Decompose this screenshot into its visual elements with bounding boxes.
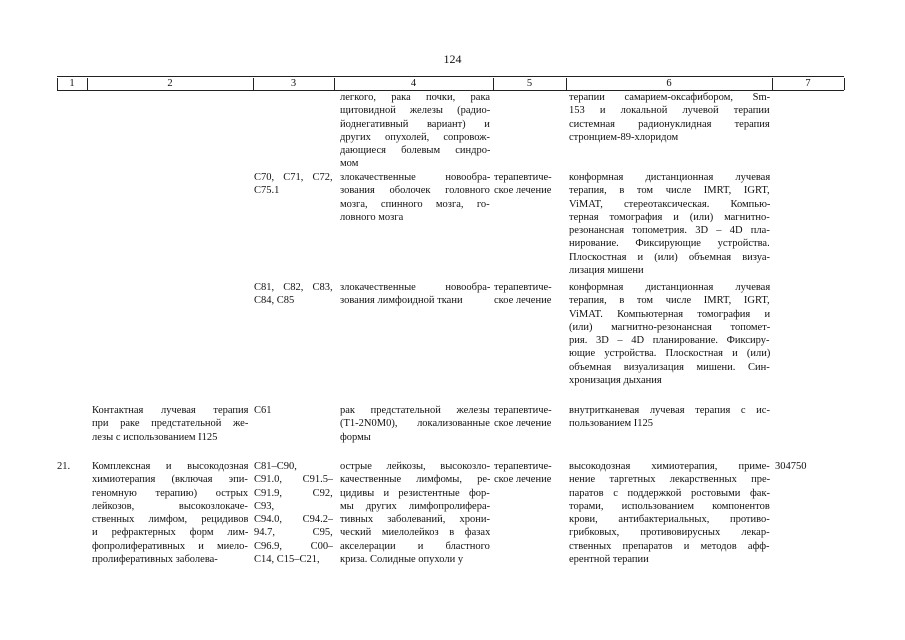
cell-line: нение таргетных лекарственных пре- [569, 474, 770, 486]
cell-line: внутритканевая лучевая терапия с ис- [569, 405, 770, 416]
page-number: 124 [443, 52, 462, 66]
cell-line: ческий миелолейкоз в фазах [340, 527, 490, 539]
cell-line: рия. 3D – 4D планирование. Фиксиру- [569, 335, 770, 347]
cell-line: зования лимфоидной ткани [340, 295, 463, 307]
col-name-cell [92, 460, 248, 566]
cell-line: злокачественные новообра- [340, 172, 490, 183]
col-model-cell [340, 281, 490, 308]
cell-line: ющие устройства. Плоскостная и (или) [569, 348, 770, 360]
cell-line: рак предстательной железы [340, 405, 490, 416]
cell-line: йоднегативный вариант) и [340, 118, 490, 130]
cell-line: ловного мозга [340, 211, 404, 223]
column-header-6: 6 [666, 78, 672, 89]
cell-line: крови, антибактериальных, противо- [569, 514, 770, 526]
cell-line: ерентной терапии [569, 554, 649, 566]
column-separator [844, 78, 845, 90]
column-header-3: 3 [290, 78, 297, 89]
cell-line: при раке предстательной же- [92, 418, 248, 430]
column-header-2: 2 [167, 78, 173, 89]
cell-line: цидивы и резистентные фор- [340, 487, 490, 499]
cell-line: терапевтиче- [494, 405, 552, 416]
column-separator [57, 78, 58, 90]
cell-line: мы других лимфопролифера- [340, 500, 490, 512]
cell-line: терапевтиче- [494, 172, 552, 183]
cell-line: мом [340, 158, 359, 170]
cell-line: конформная дистанционная лучевая [569, 282, 770, 293]
cell-line: грибковых, противовирусных лекар- [569, 527, 770, 539]
cell-line: объемная визуализация мишени. Син- [569, 361, 770, 373]
cell-line: злокачественные новообра- [340, 282, 490, 293]
cell-line: системная радионуклидная терапия [569, 118, 770, 130]
cell-line: C81, C82, C83, [254, 282, 333, 293]
cell-line: C91.0, C91.5– [254, 474, 333, 486]
cell-line: ское лечение [494, 295, 552, 307]
cell-line: лейкозов, высокозлокаче- [92, 500, 248, 512]
cell-line: качественные лимфомы, ре- [340, 474, 490, 486]
cell-line: C91.9, C92, [254, 487, 333, 499]
col-codes-cell [254, 281, 333, 308]
cell-line: дающиеся болевым синдро- [340, 145, 490, 157]
cell-line: других опухолей, сопровож- [340, 131, 490, 143]
col-treatment-cell [494, 404, 564, 431]
column-separator [334, 78, 335, 90]
col-model-cell [340, 171, 490, 224]
column-separator [87, 78, 88, 90]
col-codes-cell [254, 171, 333, 198]
cell-line: легкого, рака почки, рака [340, 92, 490, 103]
cell-line: ViMAT, стереотаксическая. Компью- [569, 198, 770, 210]
cell-line: C81–C90, [254, 461, 297, 472]
cell-line: C84, C85 [254, 295, 295, 307]
col-treatment-cell [494, 171, 564, 198]
cell-line: терапия, в том числе IMRT, IGRT, [569, 295, 770, 307]
cell-line: терапевтиче- [494, 461, 552, 472]
cell-line: терапия, в том числе IMRT, IGRT, [569, 185, 770, 197]
cell-line: хронизация дыхания [569, 375, 662, 387]
col-treatment-cell [494, 460, 564, 487]
col-name-cell [92, 404, 248, 444]
col-method-cell [569, 460, 770, 566]
cell-line: щитовидной железы (радио- [340, 105, 490, 117]
col-model-cell [340, 404, 490, 444]
table-header-top-border [57, 76, 844, 77]
col-codes-cell [254, 460, 333, 566]
cell-line: 94.7, C95, [254, 527, 333, 539]
cell-line: C70, C71, C72, [254, 172, 333, 183]
cell-line: пользованием I125 [569, 418, 653, 430]
cell-line: стронцием-89-хлоридом [569, 131, 679, 143]
cell-line: тивных заболеваний, хрони- [340, 514, 490, 526]
cell-line: Комплексная и высокодозная [92, 461, 248, 472]
cell-line: акселерации и бластного [340, 540, 490, 552]
column-header-5: 5 [526, 78, 533, 89]
col-number-cell: 21. [57, 461, 71, 472]
column-separator [772, 78, 773, 90]
cell-line: пролиферативных заболева- [92, 554, 218, 566]
col-method-cell [569, 281, 770, 387]
cell-line: ственных лимфом, рецидивов [92, 514, 248, 526]
cell-line: Плоскостная и (или) объемная визуа- [569, 251, 770, 263]
col-method-cell [569, 404, 770, 431]
column-separator [253, 78, 254, 90]
cell-line: 153 и локальной лучевой терапии [569, 105, 770, 117]
cell-line: ское лечение [494, 418, 552, 430]
column-separator [493, 78, 494, 90]
column-header-1: 1 [69, 78, 75, 89]
cell-line: (T1-2N0M0), локализованные [340, 418, 490, 430]
cell-line: криза. Солидные опухоли у [340, 554, 464, 566]
cell-line: и рефрактерных форм лим- [92, 527, 248, 539]
cell-line: ViMAT. Компьютерная томография и [569, 308, 770, 320]
cell-line: ское лечение [494, 185, 552, 197]
col-treatment-cell [494, 281, 564, 308]
cell-line: Контактная лучевая терапия [92, 405, 248, 416]
cell-line: острые лейкозы, высокозло- [340, 461, 490, 472]
cell-line: конформная дистанционная лучевая [569, 172, 770, 183]
cell-line: зования оболочек головного [340, 185, 490, 197]
col-model-cell [340, 91, 490, 171]
cell-line: резонансная топометрия. 3D – 4D пла- [569, 225, 770, 237]
cell-line: торами, использованием компонентов [569, 500, 770, 512]
column-header-4: 4 [410, 78, 417, 89]
cell-line: C94.0, C94.2– [254, 514, 333, 526]
cell-line: C75.1 [254, 185, 280, 197]
cell-line: нирование. Фиксирующие устройства. [569, 238, 770, 250]
cell-line: высокодозная химиотерапия, приме- [569, 461, 770, 472]
cell-line: лизация мишени [569, 265, 644, 277]
cell-line: геномную терапию) острых [92, 487, 248, 499]
cell-line: C61 [254, 405, 272, 416]
cell-line: мозга, спинного мозга, го- [340, 198, 490, 210]
cell-line: C93, [254, 500, 275, 512]
cell-line: ственных препаратов и методов афф- [569, 540, 770, 552]
cell-line: ское лечение [494, 474, 552, 486]
cell-line: химиотерапия (включая эпи- [92, 474, 248, 486]
cell-line: терная томография и (или) магнитно- [569, 211, 770, 223]
cell-line: формы [340, 431, 371, 443]
col-codes-cell [254, 404, 333, 417]
column-separator [566, 78, 567, 90]
cell-line: фопролиферативных и миело- [92, 540, 248, 552]
cell-line: терапии самарием-оксафибором, Sm- [569, 92, 770, 103]
col-method-cell [569, 91, 770, 144]
cell-line: C96.9, C00– [254, 540, 333, 552]
cell-line: паратов с поддержкой ростовыми фак- [569, 487, 770, 499]
col-cost-cell: 304750 [775, 461, 807, 472]
cell-line: лезы с использованием I125 [92, 431, 218, 443]
col-model-cell [340, 460, 490, 566]
col-method-cell [569, 171, 770, 277]
cell-line: терапевтиче- [494, 282, 552, 293]
column-header-7: 7 [805, 78, 811, 89]
cell-line: C14, C15–C21, [254, 554, 320, 566]
cell-line: (или) магнитно-резонансная топомет- [569, 321, 770, 333]
